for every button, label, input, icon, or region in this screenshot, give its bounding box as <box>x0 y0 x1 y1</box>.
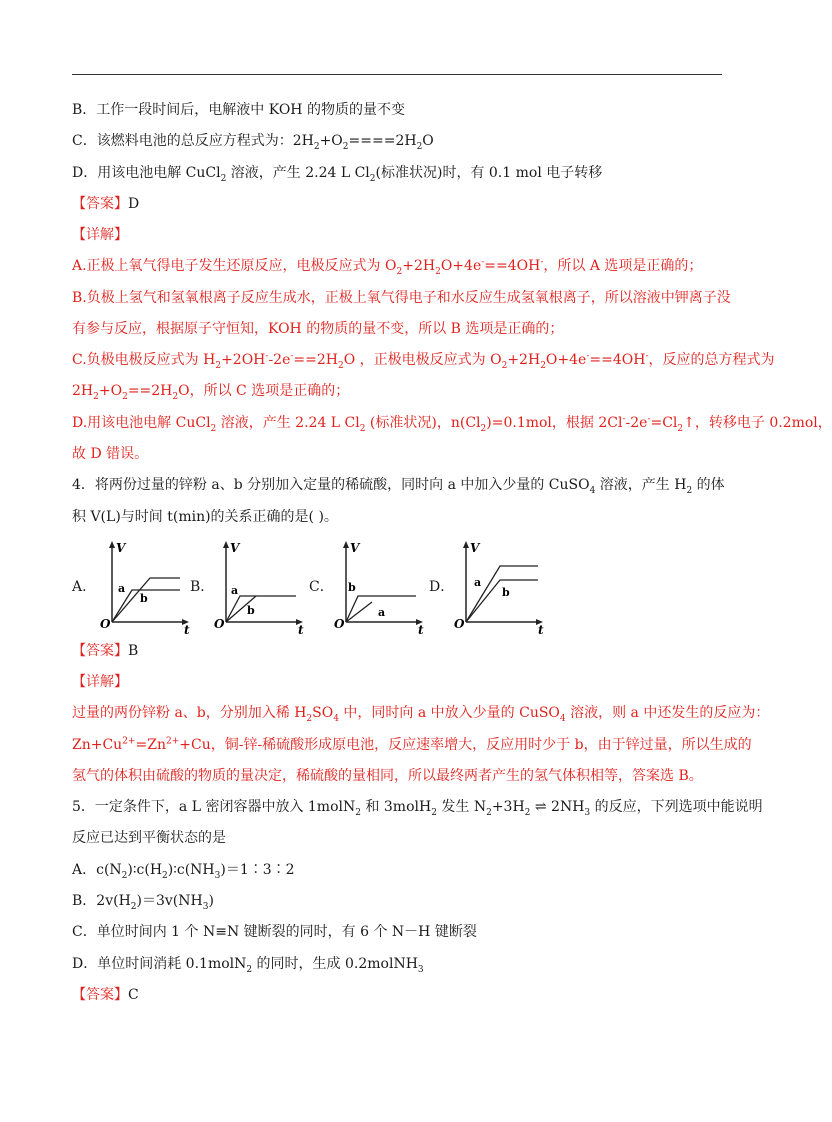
graph-d-origin: O <box>454 617 465 631</box>
graph-b-label-b: b <box>247 604 255 617</box>
q4-option-a-label: A． <box>72 579 97 595</box>
header-rule <box>72 74 722 75</box>
q3-explanation-d2: 故 D 错误。 <box>72 446 149 462</box>
graph-b-curve-a <box>226 596 296 622</box>
graph-a-t-label: t <box>184 623 190 637</box>
graph-d-t-label: t <box>538 623 544 637</box>
graph-d-v-label: V <box>470 541 480 555</box>
q4-stem-line1: 4．将两份过量的锌粉 a、b 分别加入定量的稀硫酸，同时向 a 中加入少量的 CuSO$_4$ 溶液，产生 $H_2$ 的体 <box>72 477 725 496</box>
q3-option-b: B．工作一段时间后，电解液中 KOH 的物质的量不变 <box>72 102 405 118</box>
q5-stem-line1: 5．一定条件下，a L 密闭容器中放入 1molN$_2$ 和 3molH$_2$ 发生 $N_2+3H_2$ ⇌ $2NH_3$ 的反应，下列选项中能说明 <box>72 799 763 818</box>
q3-option-d: D．用该电池电解 CuCl$_2$ 溶液，产生 2.24 L $Cl_2$(标准状况)时，有 0.1 mol 电子转移 <box>72 165 603 184</box>
graph-c <box>334 536 428 636</box>
graph-c-v-label: V <box>350 541 360 555</box>
q4-stem-line2: 积 V(L)与时间 t(min)的关系正确的是( )。 <box>72 509 338 525</box>
graph-c-label-a: a <box>378 606 386 619</box>
q5-stem-line2: 反应已达到平衡状态的是 <box>72 830 226 846</box>
graph-c-label-b: b <box>348 581 356 594</box>
graph-d-label-b: b <box>502 586 510 599</box>
graph-a-label-a: a <box>118 582 126 595</box>
q4-option-graphs <box>72 536 572 636</box>
q4-explanation-2: $Zn+Cu^{2+}=Zn^{2+}+Cu$，铜-锌-稀硫酸形成原电池，反应速率增大，反应用时少于 b，由于锌过量，所以生成的 <box>72 736 752 753</box>
graph-a-label-b: b <box>140 592 148 605</box>
q5-option-d: D．单位时间消耗 0.1molN$_2$ 的同时，生成 0.2molNH$_3$ <box>72 956 424 975</box>
q3-explanation-c2: $2H_2+O_2==2H_2O$，所以 C 选项是正确的； <box>72 383 350 402</box>
q3-explanation-c1: C.负极电极反应式为 $H_2+2OH^--2e^-==2H_2O$ ，正极电极反应式为 $O_2+2H_2O+4e^-==4OH^-$，反应的总方程式为 <box>72 351 775 371</box>
q3-option-c: C．该燃料电池的总反应方程式为：$2H_2+O_2====2H_2O$ <box>72 133 434 152</box>
q3-explanation-d1: D.用该电池电解 CuCl$_2$ 溶液，产生 2.24 L $Cl_2$ (标准状况)，$n(Cl_2)=0.1mol$，根据 $2Cl^--2e^-=Cl_2↑$，转移电子 0.2mol， <box>72 414 832 434</box>
q4-answer: 【答案】B <box>72 643 139 659</box>
q3-explanation-a: A.正极上氧气得电子发生还原反应，电极反应式为 $O_2+2H_2O+4e^-==4OH^-$，所以 A 选项是正确的； <box>72 257 703 277</box>
graph-d <box>454 536 548 636</box>
q4-explanation-3: 氢气的体积由硫酸的物质的量决定，稀硫酸的量相同，所以最终两者产生的氢气体积相等，答案选 B。 <box>72 768 703 784</box>
q4-option-b-label: B． <box>190 579 215 595</box>
q5-option-a: A．$c(N_2)∶c(H_2)∶c(NH_3)=1∶3∶2$ <box>72 862 295 881</box>
q5-option-b: B．$2v(H_2)=3v(NH_3)$ <box>72 893 214 912</box>
graph-b-v-label: V <box>230 541 240 555</box>
graph-b <box>214 536 308 636</box>
q5-answer: 【答案】C <box>72 987 139 1003</box>
q3-answer: 【答案】D <box>72 196 140 212</box>
q4-option-d-label: D． <box>429 579 455 595</box>
graph-b-label-a: a <box>231 584 239 597</box>
graph-b-t-label: t <box>298 623 304 637</box>
q4-detail-heading: 【详解】 <box>72 674 128 690</box>
q4-explanation-1: 过量的两份锌粉 a、b，分别加入稀 $H_2SO_4$ 中，同时向 a 中放入少量的 CuSO$_4$ 溶液，则 a 中还发生的反应为： <box>72 705 770 724</box>
q4-option-c-label: C． <box>309 579 334 595</box>
graph-a-v-label: V <box>116 541 126 555</box>
graph-c-t-label: t <box>418 623 424 637</box>
graph-c-v-arrow <box>343 541 349 548</box>
graph-d-label-a: a <box>474 576 482 589</box>
graph-a-origin: O <box>100 617 111 631</box>
q3-explanation-b1: B.负极上氢气和氢氧根离子反应生成水，正极上氧气得电子和水反应生成氢氧根离子，所以溶液中钾离子没 <box>72 290 731 306</box>
q3-explanation-b2: 有参与反应，根据原子守恒知，KOH 的物质的量不变，所以 B 选项是正确的； <box>72 321 564 337</box>
graph-a <box>100 536 194 636</box>
graph-a-v-arrow <box>109 541 115 548</box>
q5-option-c: C．单位时间内 1 个 N≡N 键断裂的同时，有 6 个 N－H 键断裂 <box>72 924 477 940</box>
graph-c-origin: O <box>334 617 345 631</box>
graph-d-v-arrow <box>463 541 469 548</box>
graph-b-origin: O <box>214 617 225 631</box>
graph-b-v-arrow <box>223 541 229 548</box>
q3-detail-heading: 【详解】 <box>72 227 128 243</box>
